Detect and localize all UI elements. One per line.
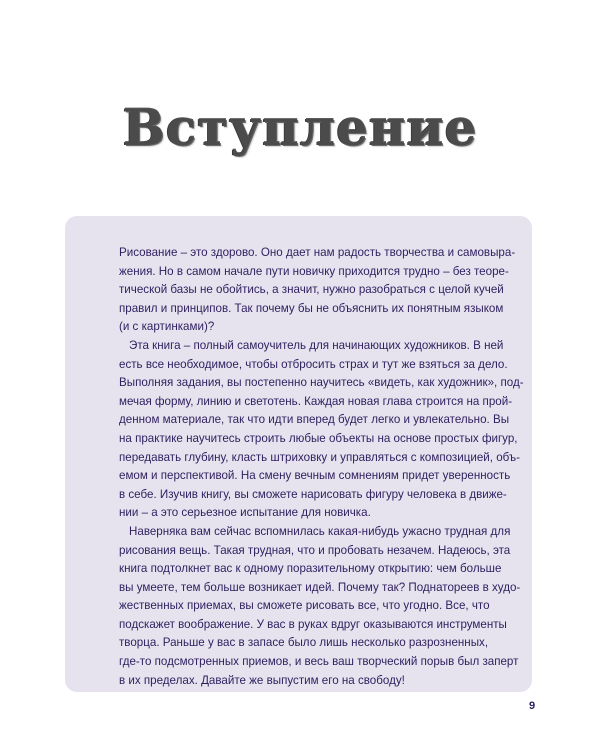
- text-line: передавать глубину, класть штриховку и управляться с композицией, объ-: [119, 450, 521, 464]
- text-line: творца. Раньше у вас в запасе было лишь несколько разрозненных,: [119, 636, 489, 650]
- text-line: Выполняя задания, вы постепенно научитесь «видеть, как художник», под-: [119, 376, 524, 390]
- text-line: в себе. Изучив книгу, вы сможете нарисовать фигуру человека в движе-: [119, 487, 507, 501]
- text-line: жения. Но в самом начале пути новичку приходится трудно – без теоре-: [119, 264, 509, 278]
- text-line: тической базы не обойтись, а значит, нужно разобраться с целой кучей: [119, 283, 504, 297]
- intro-text: [119, 244, 524, 690]
- text-line: правил и принципов. Так почему бы не объяснить их понятным языком: [119, 301, 504, 315]
- text-line: рисования вещь. Такая трудная, что и пробовать незачем. Надеюсь, эта: [119, 543, 511, 557]
- text-line: емом и перспективой. На смену вечным сомнениям придет уверенность: [119, 469, 511, 483]
- text-line: (и с картинками)?: [119, 320, 215, 334]
- text-line: Наверняка вам сейчас вспомнилась какая-нибудь ужасно трудная для: [129, 524, 511, 538]
- text-line: вы умеете, тем больше возникает идей. Почему так? Поднатореев в худо-: [119, 580, 521, 594]
- text-line: денном материале, так что идти вперед будет легко и увлекательно. Вы: [119, 413, 510, 427]
- text-line: на практике научитесь строить любые объекты на основе простых фигур,: [119, 431, 518, 445]
- paragraph-3: [119, 523, 521, 690]
- text-line: Рисование – это здорово. Оно дает нам радость творчества и самовыра-: [119, 246, 516, 259]
- paragraph-1: [119, 244, 516, 337]
- page-title: Вступление: [122, 98, 478, 157]
- paragraph-2: [119, 337, 524, 523]
- text-line: нии – а это серьезное испытание для новичка.: [119, 506, 371, 520]
- text-line: мечая форму, линию и светотень. Каждая новая глава строится на прой-: [119, 394, 513, 408]
- text-line: Эта книга – полный самоучитель для начинающих художников. В ней: [129, 338, 504, 352]
- text-line: жественных приемах, вы сможете рисовать все, что угодно. Все, что: [119, 599, 490, 613]
- text-line: есть все необходимое, чтобы отбросить страх и тут же взяться за дело.: [119, 357, 508, 371]
- text-line: где-то подсмотренных приемов, и весь ваш творческий порыв был заперт: [119, 655, 519, 669]
- text-line: книга подтолкнет вас к одному поразительному открытию: чем больше: [119, 562, 502, 576]
- text-line: в их пределах. Давайте же выпустим его на свободу!: [119, 673, 405, 687]
- text-line: подскажет воображение. У вас в руках вдруг оказываются инструменты: [119, 617, 507, 631]
- page-number: 9: [528, 700, 536, 712]
